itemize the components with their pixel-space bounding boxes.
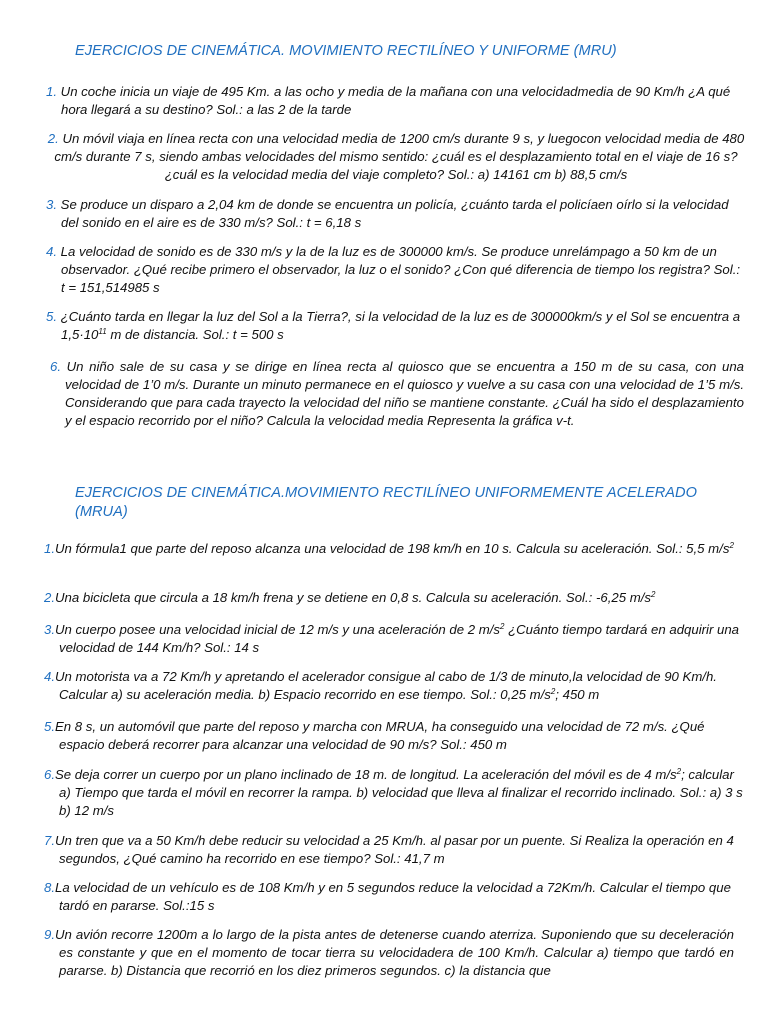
exercise-number: 5. xyxy=(44,719,55,734)
exercise-text-end: ¿Cuánto tiempo tardará en adquirir una velocidad de 144 Km/h? Sol.: 14 s xyxy=(59,622,740,655)
exercise-text: ¿Cuánto tarda en llegar la luz del Sol a la Tierra?, si la velocidad de la luz es de 300000km/s y el Sol se encuentra a 1,5·10 xyxy=(57,309,741,342)
exponent: 2 xyxy=(676,767,682,776)
exercise-number: 3. xyxy=(46,197,57,212)
mrua-exercise-1 xyxy=(44,540,744,558)
exercise-text: En 8 s, un automóvil que parte del reposo y marcha con MRUA, ha conseguido una velocidad de 72 m/s. ¿Qué espacio deberá recorrer para alcanzar una velocidad de 90 m/s? Sol.: 450 m xyxy=(55,719,705,752)
exponent: 11 xyxy=(98,327,107,336)
mru-exercise-2 xyxy=(46,130,746,184)
exercise-number: 1. xyxy=(44,541,55,556)
exponent: 2 xyxy=(650,590,656,599)
mrua-exercise-3 xyxy=(44,621,744,657)
exercise-number: 8. xyxy=(44,880,55,895)
exercise-number: 4. xyxy=(44,669,55,684)
exercise-text: Un tren que va a 50 Km/h debe reducir su velocidad a 25 Km/h. al pasar por un puente. Si Realiza la operación en 4 segundos, ¿Qué camino ha recorrido en ese tiempo? Sol.: 41,7 m xyxy=(55,833,734,866)
exponent: 2 xyxy=(499,622,505,631)
mrua-exercise-5 xyxy=(44,718,744,754)
exponent: 2 xyxy=(729,541,734,550)
exercise-text: Un coche inicia un viaje de 495 Km. a las ocho y media de la mañana con una velocidadmedia de 90 Km/h ¿A qué hora llegará a su destino? Sol.: a las 2 de la tarde xyxy=(57,84,731,117)
exercise-number: 5. xyxy=(46,309,57,324)
exercise-text: Un avión recorre 1200m a lo largo de la pista antes de detenerse cuando aterriza. Suponiendo que su deceleración es constante y que en el momento de tocar tierra su velocidadera de 100 Km/h. Calcular a) tiempo que tardó en pararse. b) Distancia que recorrió en los diez primeros segundos. c) la distancia que xyxy=(55,927,734,978)
mrua-exercise-2 xyxy=(44,589,744,607)
mrua-exercise-6 xyxy=(44,766,744,820)
exercise-number: 4. xyxy=(46,244,57,259)
exercise-number: 2. xyxy=(47,131,59,146)
exercise-number: 2. xyxy=(44,590,55,605)
exercise-text-end: ; calcular a) Tiempo que tarda el móvil en recorrer la rampa. b) velocidad que lleva al finalizar el recorrido inclinado. Sol.: a) 3 s b) 12 m/s xyxy=(59,767,743,818)
exercise-text: La velocidad de un vehículo es de 108 Km/h y en 5 segundos reduce la velocidad a 72Km/h. Calcular el tiempo que tardó en pararse. Sol.:15 s xyxy=(55,880,731,913)
exercise-text: Se produce un disparo a 2,04 km de donde se encuentra un policía, ¿cuánto tarda el policíaen oírlo si la velocidad del sonido en el aire es de 330 m/s? Sol.: t = 6,18 s xyxy=(57,197,729,230)
exercise-text: Un cuerpo posee una velocidad inicial de 12 m/s y una aceleración de 2 m/s xyxy=(55,622,500,637)
exercise-text: Un motorista va a 72 Km/h y apretando el acelerador consigue al cabo de 1/3 de minuto,la velocidad de 90 Km/h. Calcular a) su aceleración media. b) Espacio recorrido en ese tiempo. Sol.: 0,25 m/s xyxy=(55,669,717,702)
exercise-text-end: ; 450 m xyxy=(555,687,600,702)
exercise-text-end: m de distancia. Sol.: t = 500 s xyxy=(106,327,284,342)
exercise-number: 1. xyxy=(46,84,57,99)
mru-exercise-4 xyxy=(46,243,746,297)
mru-exercise-5 xyxy=(46,308,746,344)
exercise-text: Un móvil viaja en línea recta con una velocidad media de 1200 cm/s durante 9 s, y luegocon velocidad media de 480 cm/s durante 7 s, siendo ambas velocidades del mismo sentido: ¿cuál es el desplazamiento total en el viaje de 16 s? ¿cuál es la velocidad media del viaje completo? Sol.: a) 14161 cm b) 88,5 cm/s xyxy=(54,131,745,182)
mru-exercise-1 xyxy=(46,83,746,119)
exercise-text: Un niño sale de su casa y se dirige en línea recta al quiosco que se encuentra a 150 m de su casa, con una velocidad de 1’0 m/s. Durante un minuto permanece en el quiosco y vuelve a su casa con una velocidad de 1’5 m/s. Considerando que para cada trayecto la velocidad del niño se mantiene constante. ¿Cuál ha sido el desplazamiento y el espacio recorrido por el niño? Calcula la velocidad media Representa la gráfica v-t. xyxy=(61,359,744,428)
exercise-text: Un fórmula1 que parte del reposo alcanza una velocidad de 198 km/h en 10 s. Calcula su aceleración. Sol.: 5,5 m/s xyxy=(55,541,730,556)
mrua-exercise-7 xyxy=(44,832,744,868)
mrua-exercise-9 xyxy=(44,926,734,980)
exercise-number: 6. xyxy=(50,359,61,374)
exercise-text: Se deja correr un cuerpo por un plano inclinado de 18 m. de longitud. La aceleración del móvil es de 4 m/s xyxy=(55,767,677,782)
exercise-number: 3. xyxy=(44,622,55,637)
mru-exercise-6 xyxy=(50,358,744,430)
exercise-text: Una bicicleta que circula a 18 km/h frena y se detiene en 0,8 s. Calcula su aceleración. Sol.: -6,25 m/s xyxy=(55,590,651,605)
exercise-number: 9. xyxy=(44,927,55,942)
mru-exercise-3 xyxy=(46,196,746,232)
mrua-exercise-8 xyxy=(44,879,744,915)
exercise-number: 6. xyxy=(44,767,55,782)
exercise-text: La velocidad de sonido es de 330 m/s y la de la luz es de 300000 km/s. Se produce unrelámpago a 50 km de un observador. ¿Qué recibe primero el observador, la luz o el sonido? ¿Con qué diferencia de tiempo los registra? Sol.: t = 151,514985 s xyxy=(57,244,741,295)
exercise-number: 7. xyxy=(44,833,55,848)
exponent: 2 xyxy=(550,687,556,696)
mrua-exercise-4 xyxy=(44,668,744,704)
section1-title: EJERCICIOS DE CINEMÁTICA. MOVIMIENTO RECTILÍNEO Y UNIFORME (MRU) xyxy=(75,43,617,59)
section2-title: EJERCICIOS DE CINEMÁTICA.MOVIMIENTO RECTILÍNEO UNIFORMEMENTE ACELERADO (MRUA) xyxy=(75,485,697,520)
